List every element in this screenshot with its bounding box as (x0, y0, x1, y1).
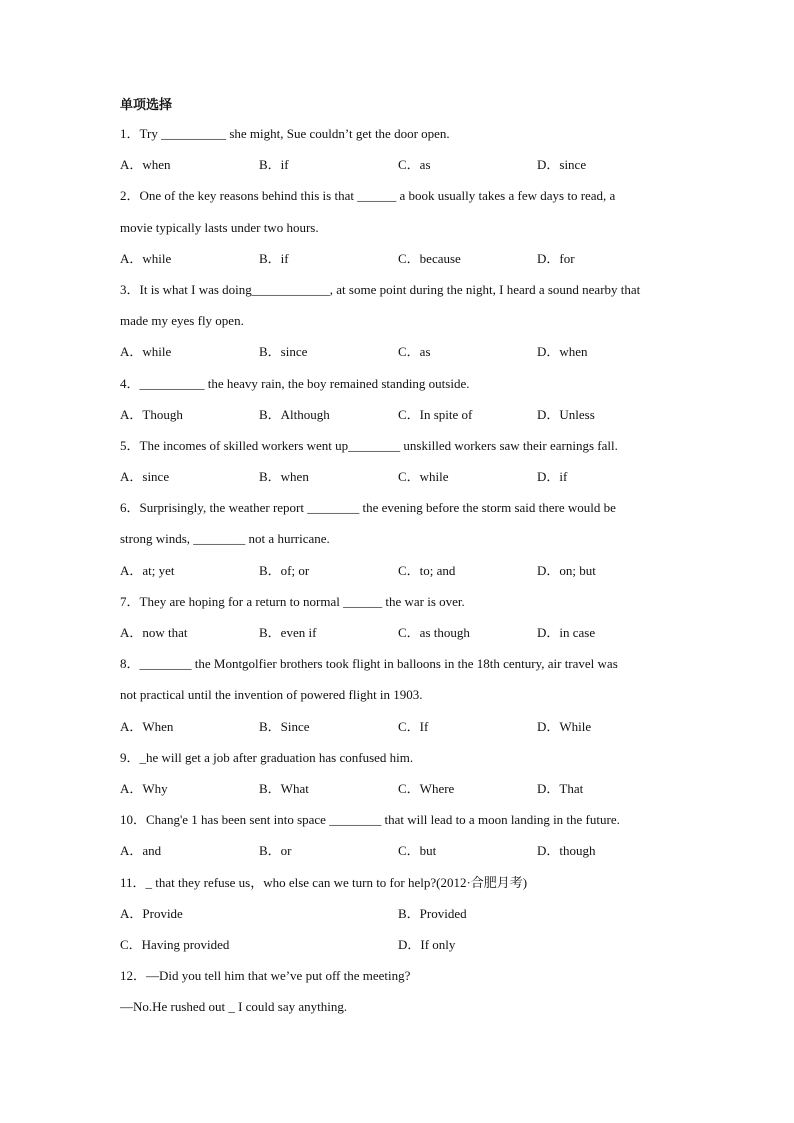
option-b: B．Provided (398, 905, 467, 921)
option-d: D．though (537, 843, 596, 859)
option-b: B．when (259, 469, 309, 485)
option-c: C．because (398, 250, 461, 266)
option-a: A．When (120, 718, 174, 734)
option-c: C．as though (398, 625, 470, 640)
option-d: D．in case (537, 625, 596, 640)
question-text: 10．Chang'e 1 has been sent into space ________ that will lead to a moon landing in the future. (120, 812, 620, 828)
option-d: D．That (537, 780, 584, 796)
question-6 (120, 492, 680, 586)
question-text: 11．_ that they refuse us，who else can we turn to for help?(2012·合肥月考) (120, 874, 528, 890)
question-text-continued: not practical until the invention of powered flight in 1903. (120, 687, 423, 703)
question-text: 3．It is what I was doing____________, at some point during the night, I heard a sound nearby that (120, 281, 641, 297)
worksheet-page (120, 94, 680, 1022)
option-row (120, 835, 680, 866)
question-11 (120, 867, 680, 961)
option-c: C．but (398, 843, 437, 859)
question-4 (120, 368, 680, 430)
option-a: A．at; yet (120, 562, 175, 578)
option-c: C．If (398, 718, 429, 734)
option-row (120, 461, 680, 492)
option-b: B．Although (259, 406, 330, 422)
question-text-continued: made my eyes fly open. (120, 313, 244, 329)
question-5 (120, 430, 680, 492)
option-row (120, 149, 680, 180)
section-title: 单项选择 (120, 98, 173, 113)
option-d: D．since (537, 157, 587, 173)
option-a: A．since (120, 469, 170, 485)
option-c: C．In spite of (398, 406, 473, 422)
question-7 (120, 586, 680, 648)
option-row (120, 929, 680, 960)
option-c: C．Having provided (120, 936, 230, 952)
option-d: D．if (537, 469, 568, 485)
option-row (120, 773, 680, 804)
question-text: 2．One of the key reasons behind this is that ______ a book usually takes a few days to read, a (120, 188, 616, 204)
question-text: 4．__________ the heavy rain, the boy remained standing outside. (120, 375, 470, 391)
option-c: C．Where (398, 780, 455, 796)
question-text: 8．________ the Montgolfier brothers took flight in balloons in the 18th century, air travel was (120, 656, 618, 672)
option-row (120, 617, 680, 648)
option-b: B．even if (259, 625, 317, 640)
option-a: A．Though (120, 406, 183, 422)
option-row (120, 336, 680, 367)
question-text: 9．_he will get a job after graduation has confused him. (120, 749, 414, 765)
option-a: A．now that (120, 625, 188, 640)
option-row (120, 898, 680, 929)
option-d: D．If only (398, 936, 456, 952)
option-a: A．when (120, 157, 171, 173)
question-text: 12．—Did you tell him that we’ve put off the meeting? (120, 968, 411, 984)
option-c: C．to; and (398, 562, 456, 578)
option-c: C．while (398, 469, 449, 485)
question-9 (120, 742, 680, 804)
question-2 (120, 180, 680, 274)
question-text-continued: movie typically lasts under two hours. (120, 219, 319, 235)
option-d: D．on; but (537, 562, 596, 578)
question-1 (120, 118, 680, 180)
option-a: A．and (120, 843, 162, 859)
option-row (120, 243, 680, 274)
option-row (120, 555, 680, 586)
option-d: D．when (537, 344, 588, 360)
option-a: A．Provide (120, 905, 183, 921)
question-8 (120, 648, 680, 742)
option-b: B．Since (259, 718, 310, 734)
option-b: B．What (259, 780, 309, 796)
question-text: 5．The incomes of skilled workers went up________ unskilled workers saw their earnings fall. (120, 437, 618, 453)
question-text: 6．Surprisingly, the weather report ________ the evening before the storm said there would be (120, 500, 616, 516)
question-12 (120, 960, 680, 1022)
option-b: B．of; or (259, 562, 310, 578)
option-d: D．for (537, 250, 575, 266)
option-a: A．Why (120, 780, 168, 796)
option-c: C．as (398, 157, 431, 173)
option-d: D．While (537, 718, 592, 734)
option-b: B．since (259, 344, 308, 360)
option-row (120, 711, 680, 742)
option-c: C．as (398, 344, 431, 360)
option-a: A．while (120, 344, 172, 360)
question-text-continued: strong winds, ________ not a hurricane. (120, 531, 330, 547)
option-b: B．if (259, 250, 289, 266)
option-b: B．or (259, 843, 292, 859)
option-b: B．if (259, 157, 289, 173)
option-d: D．Unless (537, 406, 595, 422)
question-text-continued: —No.He rushed out _ I could say anything. (120, 999, 348, 1015)
option-row (120, 399, 680, 430)
question-3 (120, 274, 680, 368)
option-a: A．while (120, 250, 172, 266)
question-text: 1．Try __________ she might, Sue couldn’t get the door open. (120, 126, 450, 141)
question-10 (120, 804, 680, 866)
question-text: 7．They are hoping for a return to normal ______ the war is over. (120, 593, 465, 609)
